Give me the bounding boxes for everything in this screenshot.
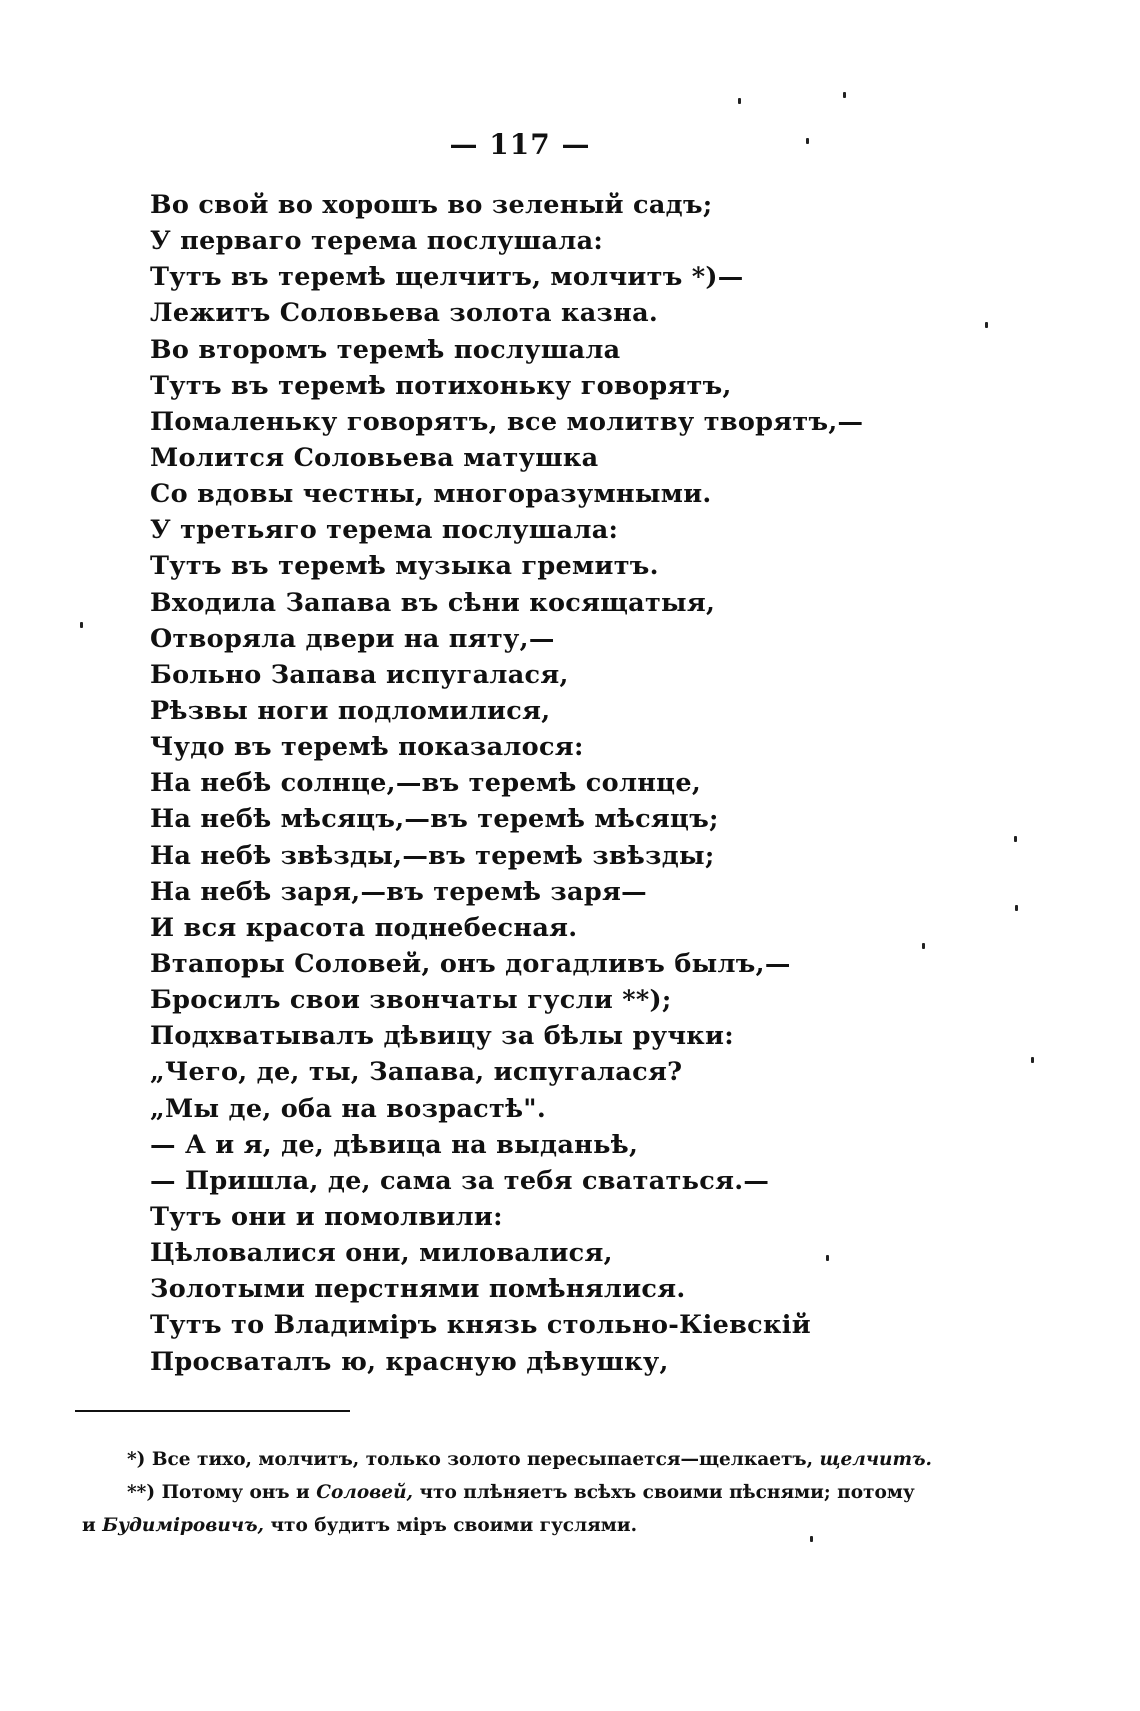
footnote-marker: **)	[127, 1482, 156, 1503]
footnote-text: что будитъ мiръ своими гуслями.	[270, 1515, 638, 1536]
poem-line: — А и я, де, дѣвица на выданьѣ,	[150, 1129, 639, 1160]
poem-line: Помаленьку говорятъ, все молитву творятъ,—	[150, 406, 864, 437]
print-speck	[80, 622, 83, 628]
page-number: — 117 —	[449, 128, 591, 161]
poem-line: Молится Соловьева матушка	[150, 442, 599, 473]
footnote-2	[82, 1476, 942, 1509]
footnote-text: и	[82, 1515, 96, 1536]
poem-line: Чудо въ теремѣ показалося:	[150, 732, 584, 763]
poem-line: Золотыми перстнями помѣнялися.	[150, 1274, 686, 1305]
poem-line: Втапоры Соловей, онъ догадливъ былъ,—	[150, 948, 791, 979]
footnote-text: Все тихо, молчитъ, только золото пересыпается—щелкаетъ,	[151, 1449, 814, 1470]
footnote-emphasis: щелчитъ.	[819, 1449, 932, 1470]
print-speck	[806, 138, 809, 144]
print-speck	[922, 943, 925, 949]
footnote-separator-rule	[75, 1410, 350, 1412]
poem-line: Больно Запава испугалася,	[150, 659, 569, 690]
footnote-1	[82, 1443, 942, 1476]
poem-line: Во второмъ теремѣ послушала	[150, 334, 621, 365]
poem-line: Со вдовы честны, многоразумными.	[150, 479, 712, 510]
poem-line: „Чего, де, ты, Запава, испугалася?	[150, 1057, 683, 1088]
poem-line: И вся красота поднебесная.	[150, 912, 578, 943]
poem-line: Подхватывалъ дѣвицу за бѣлы ручки:	[150, 1021, 734, 1052]
poem-line: Просваталъ ю, красную дѣвушку,	[150, 1346, 669, 1377]
poem-line: На небѣ мѣсяцъ,—въ теремѣ мѣсяцъ;	[150, 804, 719, 835]
poem-line: Тутъ въ теремѣ потихоньку говорятъ,	[150, 370, 732, 401]
poem-line: У перваго терема послушала:	[150, 226, 604, 257]
poem-line: Цѣловалися они, миловалися,	[150, 1238, 613, 1269]
poem-line: Отворяла двери на пяту,—	[150, 623, 555, 654]
poem-line: — Пришла, де, сама за тебя свататься.—	[150, 1165, 770, 1196]
poem-text	[150, 187, 910, 1380]
print-speck	[1015, 905, 1018, 911]
print-speck	[985, 322, 988, 328]
poem-line: На небѣ звѣзды,—въ теремѣ звѣзды;	[150, 840, 715, 871]
footnote-emphasis: Соловей,	[316, 1482, 413, 1503]
print-speck	[1031, 1057, 1034, 1063]
print-speck	[738, 98, 741, 104]
print-speck	[826, 1255, 829, 1261]
footnote-marker: *)	[127, 1449, 146, 1470]
print-speck	[810, 1536, 813, 1542]
poem-line: Лежитъ Соловьева золота казна.	[150, 298, 659, 329]
poem-line: Рѣзвы ноги подломилися,	[150, 695, 551, 726]
poem-line: На небѣ заря,—въ теремѣ заря—	[150, 876, 647, 907]
poem-line: Тутъ въ теремѣ щелчитъ, молчитъ *)—	[150, 262, 744, 293]
print-speck	[1014, 836, 1017, 842]
footnote-2-continuation	[82, 1509, 942, 1542]
footnote-emphasis: Будимiровичъ,	[102, 1515, 264, 1536]
poem-line: Тутъ то Владимiръ князь стольно-Кiевскiй	[150, 1310, 811, 1341]
footnote-text: Потому онъ и	[161, 1482, 310, 1503]
poem-line: „Мы де, оба на возрастѣ".	[150, 1093, 547, 1124]
poem-line: Входила Запава въ сѣни косящатыя,	[150, 587, 716, 618]
footnotes	[82, 1443, 942, 1542]
poem-line: Во свой во хорошъ во зеленый садъ;	[150, 190, 713, 220]
poem-line: На небѣ солнце,—въ теремѣ солнце,	[150, 768, 702, 799]
poem-line: У третьяго терема послушала:	[150, 515, 619, 546]
footnote-text: что плѣняетъ всѣхъ своими пѣснями; потому	[419, 1482, 915, 1503]
poem-line: Бросилъ свои звончаты гусли **);	[150, 985, 672, 1016]
print-speck	[843, 92, 846, 98]
poem-line: Тутъ въ теремѣ музыка гремитъ.	[150, 551, 659, 582]
poem-line: Тутъ они и помолвили:	[150, 1201, 503, 1232]
